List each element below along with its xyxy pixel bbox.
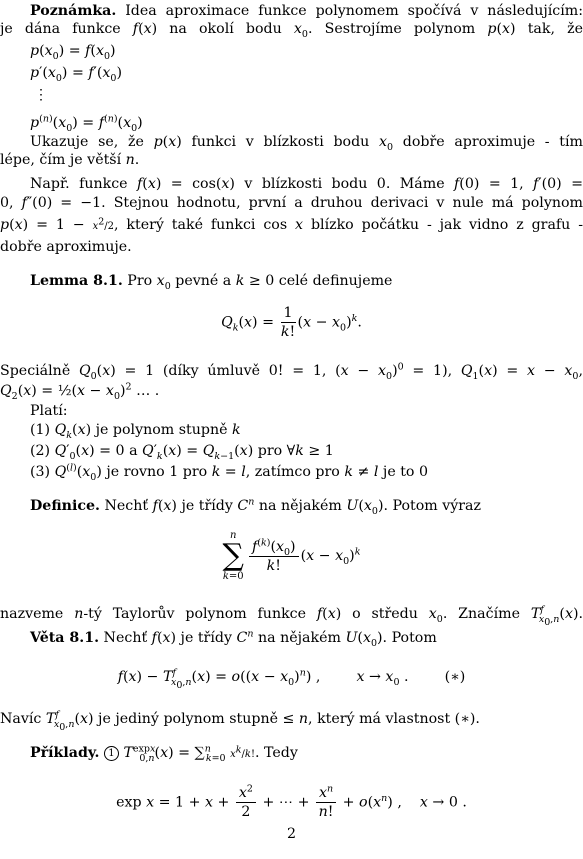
- page-number: 2: [286, 826, 297, 842]
- exp-expansion-formula: exp x = 1 + x + $\frac{x^2}{2}$ + ⋯ + $\frac{x^n}{n!}$ + $o(x^n)$ , x → 0 .: [116, 783, 467, 820]
- lemma-formula: $Q_k(x)$ = $\frac{1}{k!}$ $(x - x_0)^k$.: [221, 305, 362, 340]
- definition-conclusion: nazveme n-tý Taylorův polynom funkce f(x) o středu $x_0$. Značíme $T^f_{x_0,n}(x)$.: [0, 604, 583, 628]
- remark-line-8: lépe, čím je větší n.: [0, 152, 140, 168]
- remark-line-1: Poznámka. Idea aproximace funkce polynomem spočívá v následujícím:: [30, 3, 583, 19]
- examples-heading: Příklady. 1 $T^{expx}_{0,n}(x) = \sum^n_{k=0}$ $x^k/k$!. Tedy: [30, 743, 298, 764]
- condition-line-n: $p^{(n)}(x_0) = f^{(n)}(x_0)$: [30, 113, 143, 134]
- theorem-formula: $f(x) - T^f_{x_0,n}(x) = o((x - x_0)^n)$ , $x \to x_0$ . (∗): [117, 667, 466, 691]
- holds-label: Platí:: [30, 403, 68, 419]
- vertical-dots: ⋮: [34, 87, 49, 103]
- condition-line-2: $p'(x_0) = f'(x_0)$: [30, 65, 123, 84]
- taylor-sum-formula: n ∑ k=0 $\frac{f^{(k)}(x_0)}{k!}$ $(x - x_0)^k$: [222, 530, 361, 582]
- remark-line-2: je dána funkce f(x) na okolí bodu $x_0$. Sestrojíme polynom p(x) tak, že: [0, 21, 583, 40]
- theorem-heading: Věta 8.1. Nechť f(x) je třídy $C^n$ na nějakém $U(x_0)$. Potom: [30, 628, 437, 649]
- example-line-4: dobře aproximuje.: [0, 239, 132, 255]
- condition-line-1: $p(x_0) = f(x_0)$: [30, 43, 116, 62]
- special-line-2: $Q_2(x)$ = ½(x − $x_0)^2$ … .: [0, 381, 160, 402]
- example-line-1: Např. funkce f(x) = cos(x) v blízkosti bodu 0. Máme f(0) = 1, f′(0) =: [30, 176, 583, 192]
- lemma-heading: Lemma 8.1. Pro $x_0$ pevné a k ≥ 0 celé definujeme: [30, 273, 393, 292]
- remark-line-7: Ukazuje se, že p(x) funkci v blízkosti bodu $x_0$ dobře aproximuje - tím: [30, 134, 583, 153]
- definition-heading: Definice. Nechť f(x) je třídy $C^n$ na nějakém $U(x_0)$. Potom výraz: [30, 496, 481, 517]
- special-line-1: Speciálně $Q_0(x) = 1$ (díky úmluvě 0! = 1, $(x - x_0)^0 = 1$), $Q_1(x) = x - x_0$,: [0, 361, 583, 382]
- circled-one-icon: 1: [104, 746, 119, 761]
- example-line-3: $p(x) = 1 - x^2/2$, který také funkci cos x blízko počátku - jak vidno z grafu -: [0, 216, 583, 233]
- uniqueness-line: Navíc $T^f_{x_0,n}(x)$ je jediný polynom stupně ≤ n, který má vlastnost (∗).: [0, 709, 480, 733]
- property-2: (2) $Q'_0(x) = 0$ a $Q'_k(x) = Q_{k-1}(x)$ pro ∀k ≥ 1: [30, 443, 334, 462]
- example-line-2: 0, f″(0) = −1. Stejnou hodnotu, první a druhou derivaci v nule má polynom: [0, 195, 583, 211]
- property-3: (3) $Q^{(l)}(x_0)$ je rovno 1 pro k = l, zatímco pro k ≠ l je to 0: [30, 462, 429, 483]
- property-1: (1) $Q_k(x)$ je polynom stupně k: [30, 422, 241, 441]
